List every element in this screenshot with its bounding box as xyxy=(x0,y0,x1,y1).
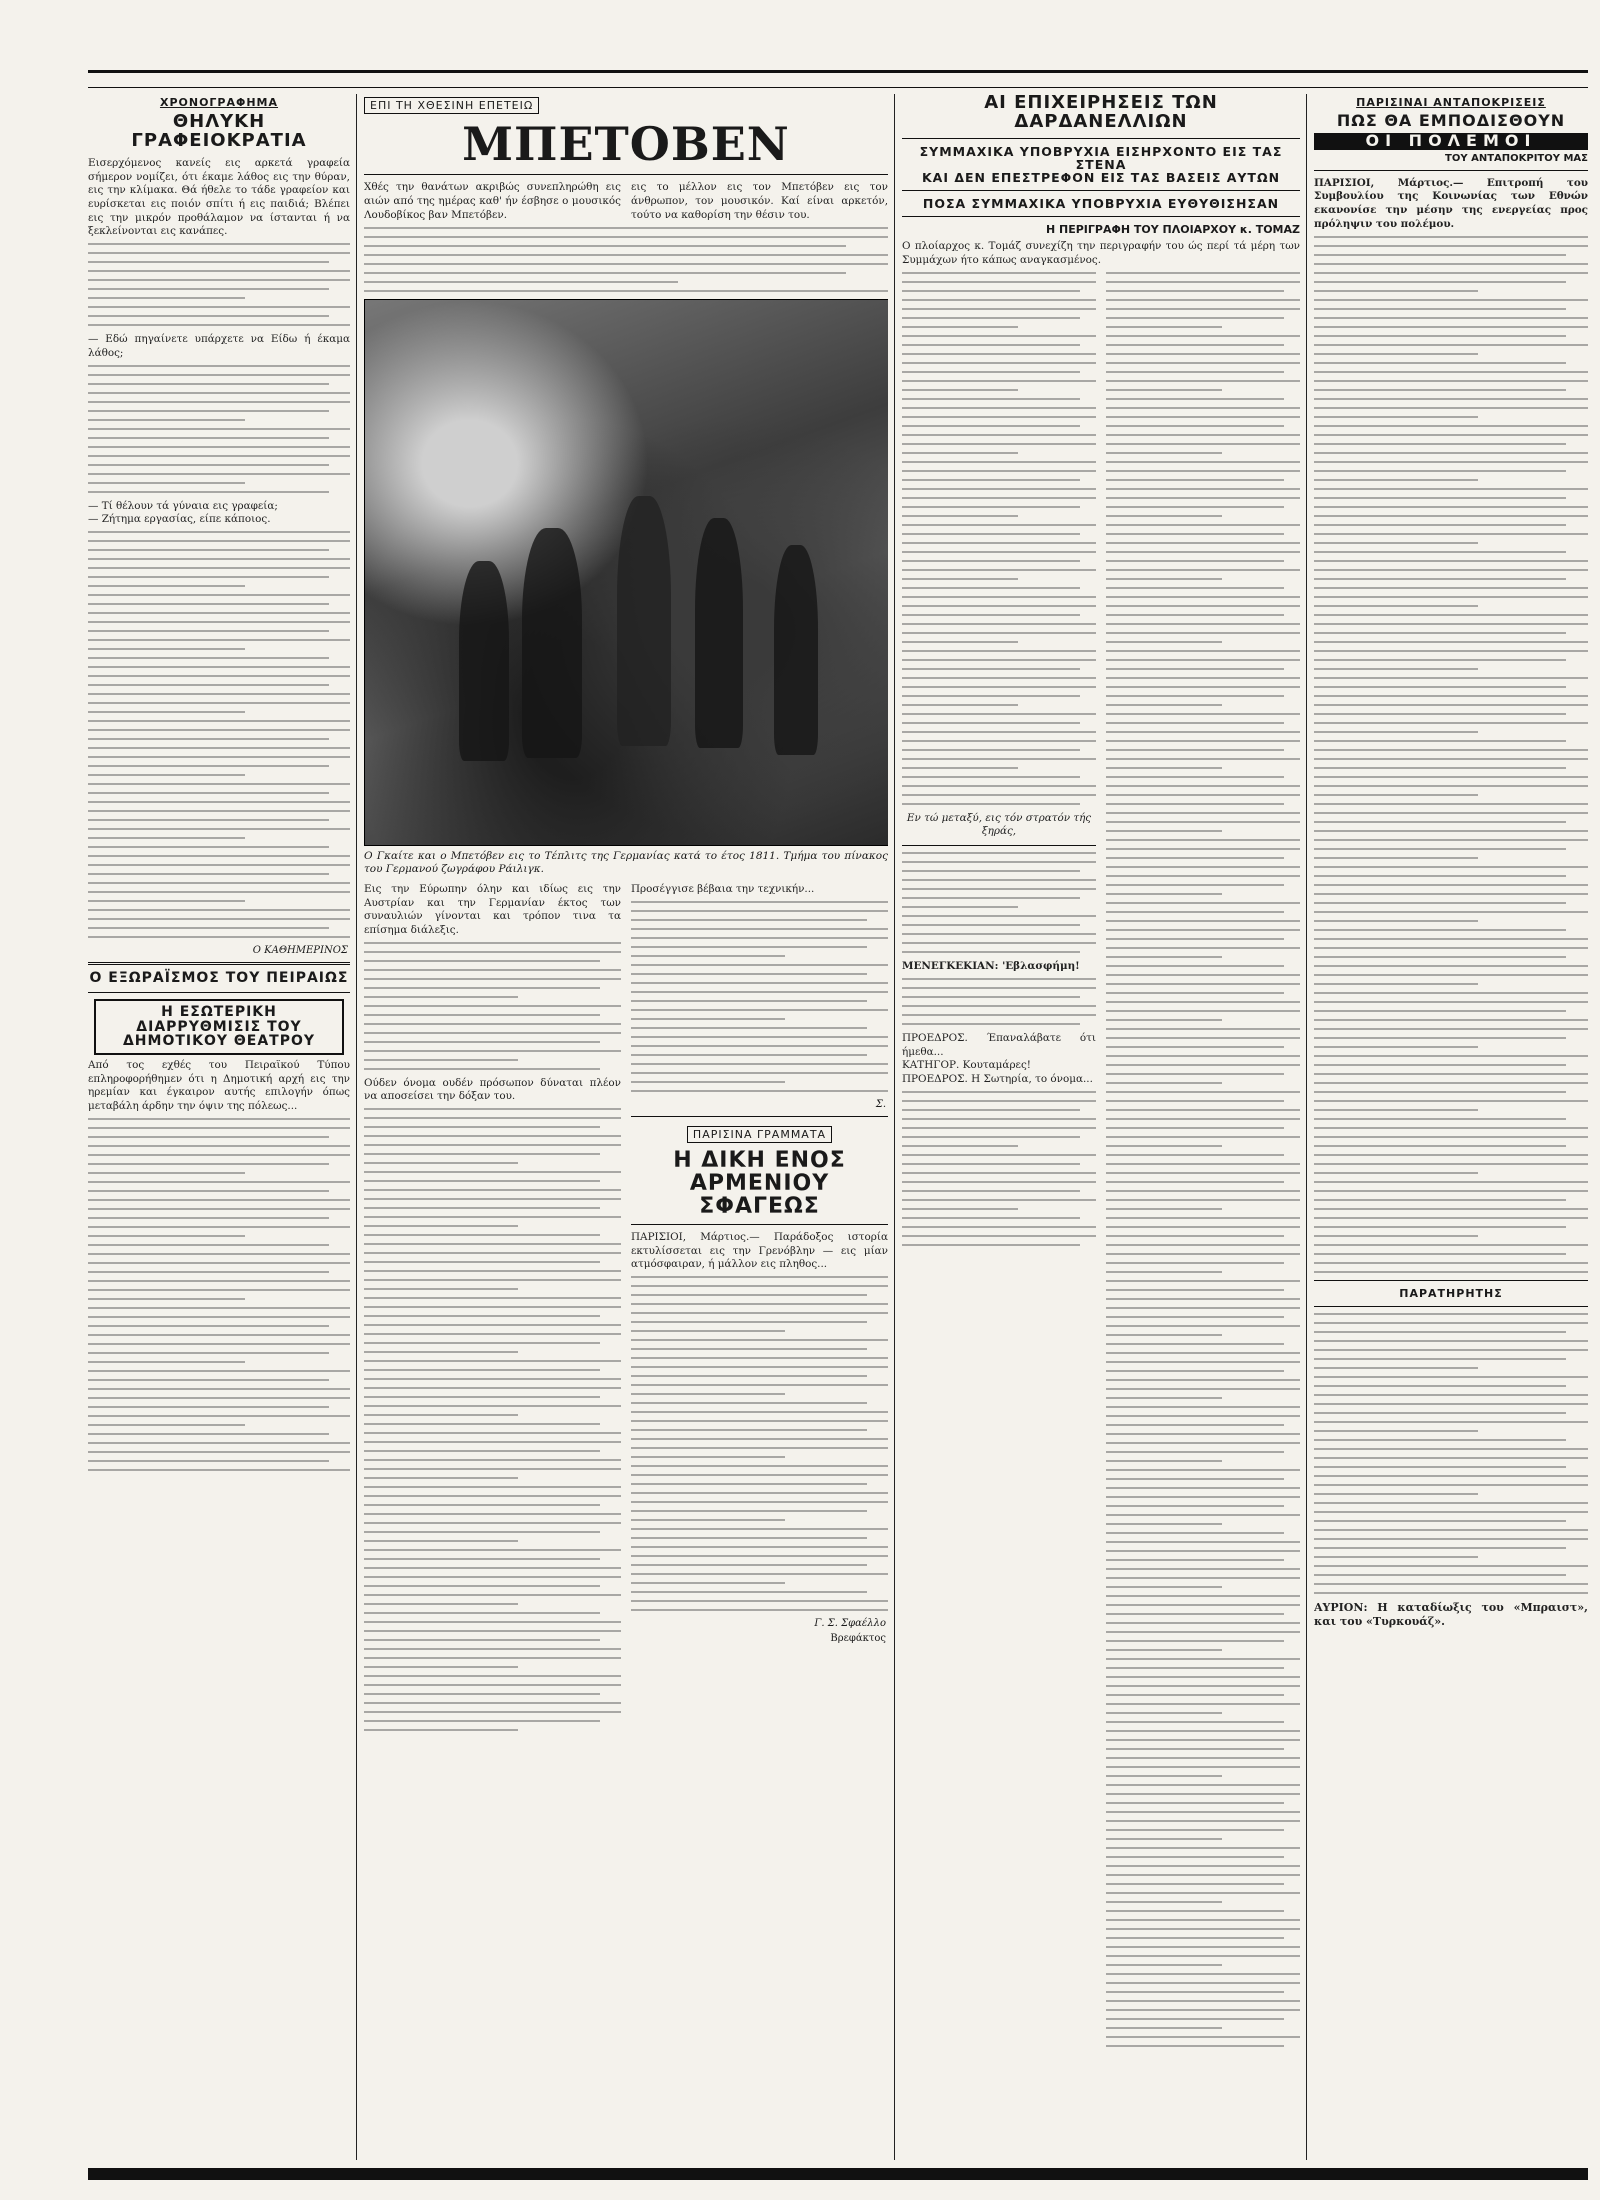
subheadline-2: ΚΑΙ ΔΕΝ ΕΠΕΣΤΡΕΦΟΝ ΕΙΣ ΤΑΣ ΒΑΣΕΙΣ ΑΥΤΩΝ xyxy=(921,170,1281,186)
body-text-lines xyxy=(88,365,350,493)
court-line-4: ΠΡΟΕΔΡΟΣ. Η Σωτηρία, το όνομα... xyxy=(902,1073,1093,1086)
headline-piraeus: Ο ΕΞΩΡΑΪΣΜΟΣ ΤΟΥ ΠΕΙΡΑΙΩΣ xyxy=(89,970,349,987)
article-signature: Σ. xyxy=(875,1098,886,1110)
divider xyxy=(88,962,350,965)
court-line-3: ΚΑΤΗΓΟΡ. Κουταμάρες! xyxy=(902,1059,1031,1072)
body-text-lines xyxy=(631,901,888,1092)
article-dateline: ΠΑΡΙΣΙΟΙ, Μάρτιος.— Επιτροπή του Συμβουλίου της Κοινωνίας των Εθνών εκανονίσε την μέσην της ενεργείας προς πρόληψιν του πολέμου. xyxy=(1314,176,1588,230)
page-bottom-rule xyxy=(88,2168,1588,2180)
court-line-2: ΠΡΟΕΔΡΟΣ. Έπαναλάβατε ότι ήμεθα... xyxy=(902,1031,1096,1058)
article-text-a: Εις την Εύρωπην όλην και ιδίως εις την Αυστρίαν και την Γερμανίαν έκτος των συναυλιών γίνονται και τρόπον τινα τα επίσημα διάλεξις. xyxy=(364,882,621,936)
article-col-right xyxy=(631,883,888,1738)
article-col-left xyxy=(902,268,1096,2054)
body-text-lines xyxy=(88,1118,350,1471)
article-col-left xyxy=(364,883,621,1738)
tomorrow-notice: ΑΥΡΙΟΝ: Η καταδίωξις του «Μπραιστ», και του «Τυρκουάζ». xyxy=(1314,1600,1588,1629)
section-label: ΠΑΡΙΣΙΝΑ ΓΡΑΜΜΑΤΑ xyxy=(687,1126,832,1143)
divider xyxy=(902,216,1300,217)
article-midline: Εν τώ μεταξύ, εις τόν στρατόν τής ξηράς, xyxy=(906,811,1092,838)
divider xyxy=(88,992,350,993)
article-lead: Ο πλοίαρχος κ. Τομάζ συνεχίζη την περιγραφήν του ώς περί τά μέρη των Συμμάχων ήτο κάπως αναγκασμένος. xyxy=(902,240,1300,267)
article-quote-2: — Τί θέλουν τά γύναια εις γραφεία; xyxy=(88,499,278,512)
body-text-lines xyxy=(364,1108,621,1731)
column-beethoven xyxy=(364,94,888,2160)
body-text-lines xyxy=(88,243,350,326)
divider xyxy=(631,1116,888,1117)
divider xyxy=(902,845,1096,846)
divider xyxy=(902,138,1300,139)
article-lead-2: Από τος εχθές του Πειραϊκού Τύπου επληροφορήθημεν ότι η Δημοτική αρχή εις την ηρεμίαν και έγκαιρον αυτής επιλογήν όπως μεταβάλη άρδην την όψιν της πόλεως... xyxy=(88,1058,350,1113)
armenian-article xyxy=(631,1123,888,1644)
court-line-1: ΜΕΝΕΓΚΕΚΙΑΝ: 'Εβλασφήμη! xyxy=(902,960,1080,973)
photo-caption: Ο Γκαίτε και ο Μπετόβεν εις το Τέπλιτς της Γερμανίας κατά το έτος 1811. Τμήμα του πίνακος του Γερμανού ζωγράφου Ράιλιγκ. xyxy=(364,849,888,876)
headline-wars: ΟΙ ΠΟΛΕΜΟΙ xyxy=(1365,130,1537,150)
headline-beethoven: ΜΠΕΤΟΒΕΝ xyxy=(462,117,790,171)
headline-bar xyxy=(1314,130,1588,150)
column-paris xyxy=(1314,94,1588,2160)
section-label: ΠΑΡΙΣΙΝΑΙ ΑΝΤΑΠΟΚΡΙΣΕΙΣ xyxy=(1356,96,1546,109)
lead-text-b: εις το μέλλον εις τον Μπετόβεν εις τον άνθρωπον, τον μουσικόν. Καί είναι αρκετόν, τούτο να καθορίση την θέσιν του. xyxy=(631,181,888,221)
lead-columns xyxy=(364,181,888,222)
divider xyxy=(902,190,1300,191)
article-signature-role: Βρεφάκτος xyxy=(830,1633,886,1644)
body-text-lines xyxy=(1314,1313,1588,1594)
column-chronicle xyxy=(88,94,350,2160)
subheadline-3: ΠΟΣΑ ΣΥΜΜΑΧΙΚΑ ΥΠΟΒΡΥΧΙΑ ΕΥΘΥΘΙΣΗΣΑΝ xyxy=(922,196,1280,212)
column-rule xyxy=(356,94,357,2160)
column-rule xyxy=(894,94,895,2160)
body-text-lines xyxy=(1106,272,1300,2047)
article-signature: Ο ΚΑΘΗΜΕΡΙΝΟΣ xyxy=(252,945,348,957)
body-text-lines xyxy=(902,1091,1096,1246)
masthead-rule xyxy=(88,70,1588,88)
article-text-b: Προσέγγισε βέβαια την τεχνικήν... xyxy=(631,882,815,895)
article-quote-3: — Ζήτημα εργασίας, είπε κάποιος. xyxy=(88,513,271,526)
article-byline: Η ΠΕΡΙΓΡΑΦΗ ΤΟΥ ΠΛΟΙΑΡΧΟΥ κ. ΤΟΜΑΖ xyxy=(1045,223,1300,237)
divider xyxy=(1314,1306,1588,1307)
body-text-lines xyxy=(902,852,1096,953)
headline-theater-box xyxy=(94,999,344,1055)
article-signature: Γ. Σ. Σφαέλλο xyxy=(814,1618,886,1629)
kicker-wrap xyxy=(364,94,888,114)
column-dardanelles xyxy=(902,94,1300,2160)
article-columns xyxy=(364,883,888,1738)
article-byline: ΤΟΥ ΑΝΤΑΠΟΚΡΙΤΟΥ ΜΑΣ xyxy=(1445,152,1588,164)
body-text-lines xyxy=(1314,236,1588,1273)
headline-bureaucracy: ΘΗΛΥΚΗ ΓΡΑΦΕΙΟΚΡΑΤΙΑ xyxy=(131,111,307,151)
body-text-lines xyxy=(902,272,1096,805)
body-text-lines xyxy=(364,942,621,1070)
body-text-lines xyxy=(631,1276,888,1611)
divider xyxy=(1314,170,1588,171)
body-text-lines xyxy=(364,227,888,292)
subheadline-1: ΣΥΜΜΑΧΙΚΑ ΥΠΟΒΡΥΧΙΑ ΕΙΣΗΡΧΟΝΤΟ ΕΙΣ ΤΑΣ ΣΤΕΝΑ xyxy=(919,143,1283,172)
article-columns xyxy=(902,268,1300,2054)
photo-goethe-beethoven xyxy=(364,299,888,846)
headline-dardanelles: ΑΙ ΕΠΙΧΕΙΡΗΣΕΙΣ ΤΩΝ ΔΑΡΔΑΝΕΛΛΙΩΝ xyxy=(984,94,1218,132)
divider xyxy=(631,1224,888,1225)
section-label: ΧΡΟΝΟΓΡΑΦΗΜΑ xyxy=(159,96,279,109)
body-text-lines xyxy=(902,978,1096,1025)
headline-theater: Η ΕΣΩΤΕΡΙΚΗ ΔΙΑΡΡΥΘΜΙΣΙΣ ΤΟΥ ΔΗΜΟΤΙΚΟΥ ΘΕΑΤΡΟΥ xyxy=(122,1003,316,1050)
article-col-right xyxy=(1106,268,1300,2054)
article-quote-1: — Εδώ πηγαίνετε υπάρχετε να Είδω ή έκαμα λάθος; xyxy=(88,333,350,359)
section-label: ΕΠΙ ΤΗ ΧΘΕΣΙΝΗ ΕΠΕΤΕΙΩ xyxy=(364,97,539,114)
divider xyxy=(364,174,888,175)
column-rule xyxy=(1306,94,1307,2160)
divider xyxy=(1314,1280,1588,1281)
article-dateline: ΠΑΡΙΣΙΟΙ, Μάρτιος.— Παράδοξος ιστορία εκτυλίσσεται εις την Γρενόβλην — εις μίαν ατμόσφαιραν, ή μάλλον εις πληθος... xyxy=(631,1230,888,1271)
section-signoff: ΠΑΡΑΤΗΡΗΤΗΣ xyxy=(1399,1286,1503,1300)
headline-armenian-trial: Η ΔΙΚΗ ΕΝΟΣ ΑΡΜΕΝΙΟΥ ΣΦΑΓΕΩΣ xyxy=(673,1147,846,1219)
lead-text-a: Χθές την θανάτων ακριβώς συνεπληρώθη εις αιών από της ημέρας καθ' ήν έσβησε ο μουσικός Λουδοβίκος βαν Μπετόβεν. xyxy=(364,181,621,221)
article-text-c: Ούδεν όνομα ουδέν πρόσωπον δύναται πλέον να αποσείσει την δόξαν του. xyxy=(364,1076,621,1103)
article-lead: Εισερχόμενος κανείς εις αρκετά γραφεία σήμερον νομίζει, ότι έκαμε λάθος εις την θύραν, εις την κλίμακα. Θά ήθελε το τάδε γραφείον και ευρίσκεται εις ποιόν σπίτι ή εις παιδιά; Βλέπει εις την μικρόν προθάλαμον να ίστανται ή να ξεκλείνονται εις κανάπες. xyxy=(88,156,350,238)
headline-prevent-wars: ΠΩΣ ΘΑ ΕΜΠΟΔΙΣΘΟΥΝ xyxy=(1336,111,1566,130)
newspaper-page xyxy=(88,70,1588,2160)
body-text-lines xyxy=(88,531,350,938)
